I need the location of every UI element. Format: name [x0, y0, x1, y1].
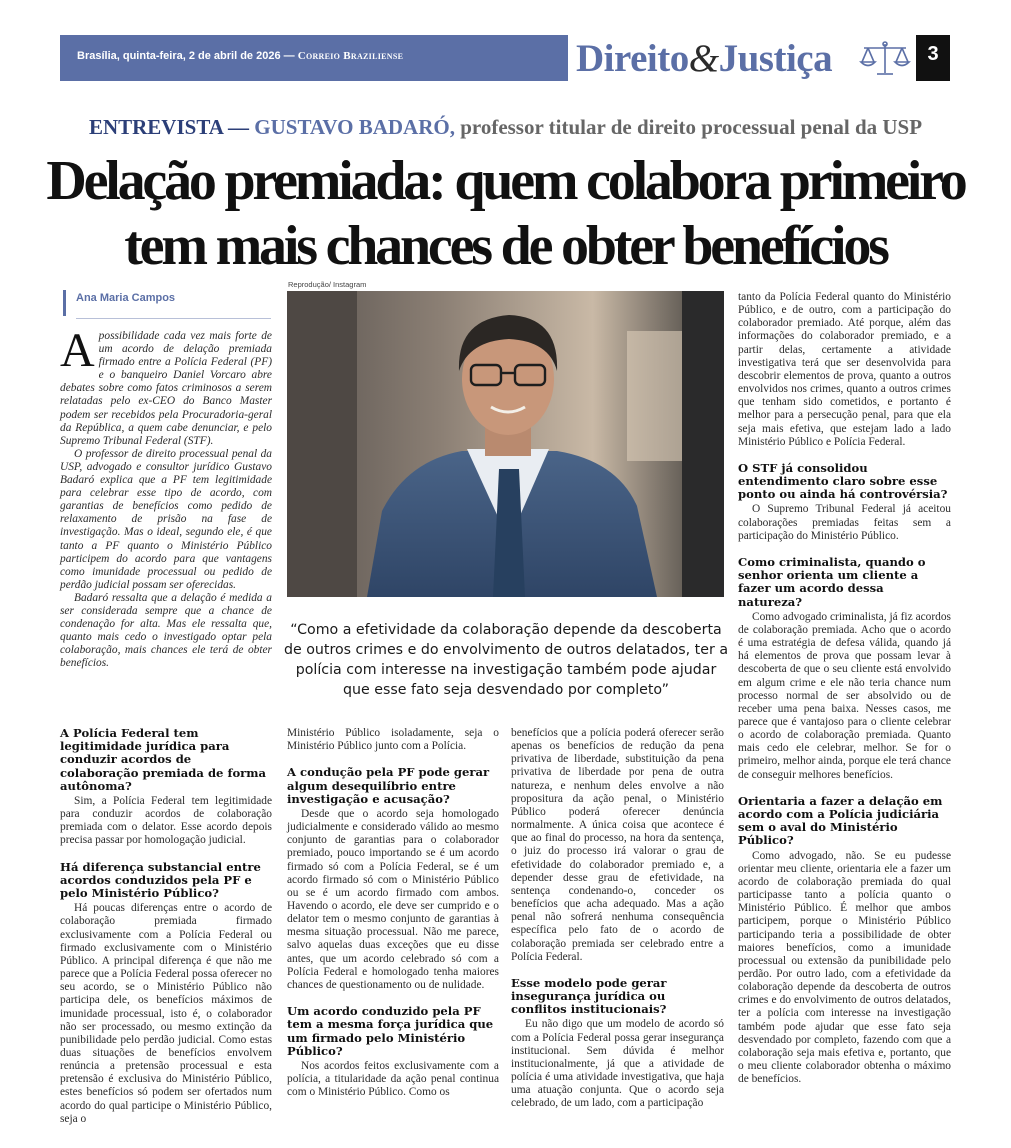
kicker-role: professor titular de direito processual penal da USP	[460, 115, 923, 139]
answer-2: Há poucas diferenças entre o acordo de colaboração premiada firmado exclusivamente com a Polícia Federal ou firmado exclusivamente com o Ministério Público. A principal diferença é que não me parece que a Polícia Federal possa oferecer no seu acordo, se o Ministério Público não participa dele, os benefícios máximos de imunidade processual, isto é, o colaborador não ser processado, ou mesmo extinção da punibilidade pelo perdão judicial. Como estas duas situações de benefícios envolvem renúncia a pretensão processual e esta pretensão é exclusiva do Ministério Público, estes benefícios só podem ser ofertados num acordo do qual participe o Ministério Público, seja o	[60, 902, 272, 1125]
byline-accent	[63, 290, 66, 316]
dateline	[77, 50, 403, 62]
byline-divider	[76, 318, 271, 319]
column-4	[738, 291, 951, 1086]
answer-5-continued: tanto da Polícia Federal quanto do Ministério Público, e de outro, com a participação do colaborador premiado. Até porque, além das informações do colaborador premiado, e a partir delas, certamente a atividade investigativa terá que ser desenvolvida para descobrir elementos de prova, quanto a outros envolvidos nos crimes, quanto a outros crimes que tenham sido cometidos, e portanto é melhor para a persecução penal, para que ela seja mais efetiva, que estejam lado a lado Ministério Público e Polícia Federal.	[738, 291, 951, 448]
question-3: A condução pela PF pode gerar algum desequilíbrio entre investigação e acusação?	[287, 765, 490, 806]
section-title-ampersand: &	[688, 37, 719, 80]
section-title	[576, 37, 832, 81]
answer-8: Como advogado, não. Se eu pudesse orientar meu cliente, orientaria ele a fazer um acordo de colaboração premiada do qual participasse tanto a polícia quanto o Ministério Público. É melhor que ambos participem, porque o Ministério Público participando teria a possibilidade de obter maiores benefícios, como a imunidade processual ou extensão da punibilidade pelo perdão. Por outro lado, com a efetividade da colaboração depende da descoberta de outros crimes e do envolvimento de outros delatados, ter a polícia com interesse na investigação também pode ajudar que esse fato seja desvendado por completo, fazendo com que a colaboração seja mais efetiva e, portanto, que o meu cliente colaborador obtenha o máximo de benefícios.	[738, 849, 951, 1086]
answer-7: Como advogado criminalista, já fiz acordos de colaboração premiada. Acho que o acordo é uma estratégia de defesa válida, quando já há elementos de prova que possam levar à descoberta de que o seu cliente está envolvido em algum crime e ele não teria chance num processo normal de ser absolvido ou de receber uma pena baixa. Nesses casos, me parece que é vantajoso para o cliente celebrar o acordo de colaboração premiada. Quanto mais cedo ele celebrar, melhor. Se for o primeiro, melhor ainda, porque ele terá chance de conseguir melhores benefícios.	[738, 610, 951, 781]
kicker-label: ENTREVISTA —	[88, 115, 250, 139]
answer-3: Desde que o acordo seja homologado judicialmente e considerado válido ao mesmo conjunto de garantias para o colaborador premiado, pouco importando se é um acordo firmado só com a Polícia Federal, se é um acordo firmado só com o Ministério Público ou se é um acordo firmado com ambos. Havendo o acordo, ele deve ser cumprido e o delator tem o mesmo conjunto de garantias à mesma situação processual. Não me parece, salvo aquelas duas exceções que eu disse antes, que um acordo celebrado só com a Polícia Federal e homologado tenha maiores chances de questionamento ou de nulidade.	[287, 807, 499, 991]
publication-name: Correio Braziliense	[297, 50, 404, 62]
question-6: O STF já consolidou entendimento claro sobre esse ponto ou ainda há controvérsia?	[738, 460, 948, 502]
question-4: Um acordo conduzido pela PF tem a mesma força jurídica que um firmado pelo Ministério Público?	[287, 1004, 494, 1058]
question-8: Orientaria a fazer a delação em acordo com a Polícia judiciária sem o aval do Ministério Público?	[738, 793, 943, 848]
lead-paragraph-2: O professor de direito processual penal da USP, advogado e consultor jurídico Gustavo Badaró explica que a PF tem legitimidade para celebrar esse tipo de acordo, com garantias de benefícios como pedido de relaxamento de prisão na fase de investigação. Mas o ideal, segundo ele, é que tanto a PF quanto o Ministério Público participem do acordo para que vantagens como imunidade processual ou pedido de perdão judicial possam ser oferecidas.	[60, 447, 272, 591]
lead-paragraph-1	[60, 324, 272, 448]
headline-line-1: Delação premiada: quem colabora primeiro	[46, 150, 965, 212]
headline-line-2: tem mais chances de obter benefícios	[124, 215, 887, 277]
scales-of-justice-icon	[858, 40, 912, 78]
lead-paragraph-3: Badaró ressalta que a delação é medida a ser considerada sempre que a chance de condenação for alta. Mas ele ressalta que, quanto mais cedo o investigado optar pela colaboração, mais chances ele terá de obter benefícios.	[60, 591, 272, 670]
page-number: 3	[927, 43, 939, 65]
question-1: A Polícia Federal tem legitimidade jurídica para conduzir acordos de colaboração premiada de forma autônoma?	[60, 726, 267, 793]
pull-quote: “Como a efetividade da colaboração depende da descoberta de outros crimes e do envolvimento de outros delatados, ter a polícia com interesse na investigação também pode ajudar que esse fato seja desvendado por completo”	[283, 622, 729, 698]
lead-paragraph-1-text: possibilidade cada vez mais forte de um acordo de delação premiada firmado entre a Polícia Federal (PF) e o banqueiro Daniel Vorcaro abre debates sobre como fatos criminosos a serem relatadas pelo ex-CEO do Banco Master podem ser recebidos pela Procuradoria-geral da República, a quem cabe denunciar, e pelo Supremo Tribunal Federal (STF).	[60, 330, 272, 447]
answer-4: Nos acordos feitos exclusivamente com a polícia, a titularidade da ação penal continua com o Ministério Público. Como os	[287, 1059, 499, 1099]
interview-kicker	[0, 115, 1011, 140]
question-2: Há diferença substancial entre acordos conduzidos pela PF e pelo Ministério Público?	[60, 859, 261, 901]
kicker-name: GUSTAVO BADARÓ,	[254, 115, 455, 139]
column-2	[287, 727, 499, 1099]
photo-credit: Reprodução/ Instagram	[288, 280, 367, 289]
answer-1: Sim, a Polícia Federal tem legitimidade para conduzir acordos de colaboração premiada com o delator. Esse acordo depois precisa passar por homologação judicial.	[60, 795, 272, 847]
answer-2-continued: Ministério Público isoladamente, seja o Ministério Público junto com a Polícia.	[287, 727, 499, 753]
section-title-part1: Direito	[576, 37, 689, 80]
date-text: Brasília, quinta-feira, 2 de abril de 2026 —	[77, 50, 295, 62]
drop-cap: A	[60, 324, 95, 377]
question-7: Como criminalista, quando o senhor orienta um cliente a fazer um acordo dessa natureza?	[738, 554, 926, 609]
section-title-part2: Justiça	[718, 37, 833, 80]
answer-4-continued: benefícios que a polícia poderá oferecer serão apenas os benefícios de redução da pena privativa de liberdade, substituição da pena privativa de liberdade por pena de outra natureza, e nenhum deles envolve a não propositura da ação penal, o Ministério Público poderá oferecer denúncia normalmente. A única coisa que acontece é que ao final do processo, na hora da sentença, o juiz do processo irá valorar o grau de efetividade do colaborador premiado e, a depender desse grau de efetividade, na sentença condenando-o, conceder os benefícios que acha adequado. Mas a ação penal não sofrerá nenhuma consequência específica pelo fato de o acordo de colaboração premiada ser celebrado entre a Polícia Federal.	[511, 727, 724, 963]
article-lead	[60, 324, 272, 670]
column-1	[60, 727, 272, 1126]
answer-6: O Supremo Tribunal Federal já aceitou colaborações premiadas feitas sem a participação do Ministério Público.	[738, 503, 951, 542]
portrait-photo	[287, 291, 724, 597]
question-5: Esse modelo pode gerar insegurança jurídica ou conflitos institucionais?	[511, 975, 667, 1017]
byline: Ana Maria Campos	[76, 292, 176, 304]
answer-5: Eu não digo que um modelo de acordo só com a Polícia Federal possa gerar insegurança institucional. Sem dúvida é melhor institucionalmente, já que a atividade de polícia é uma atividade investigativa, que haja uma atuação conjunta. Que o acordo seja celebrado, de um lado, com a participação	[511, 1018, 724, 1110]
column-3	[511, 727, 724, 1111]
